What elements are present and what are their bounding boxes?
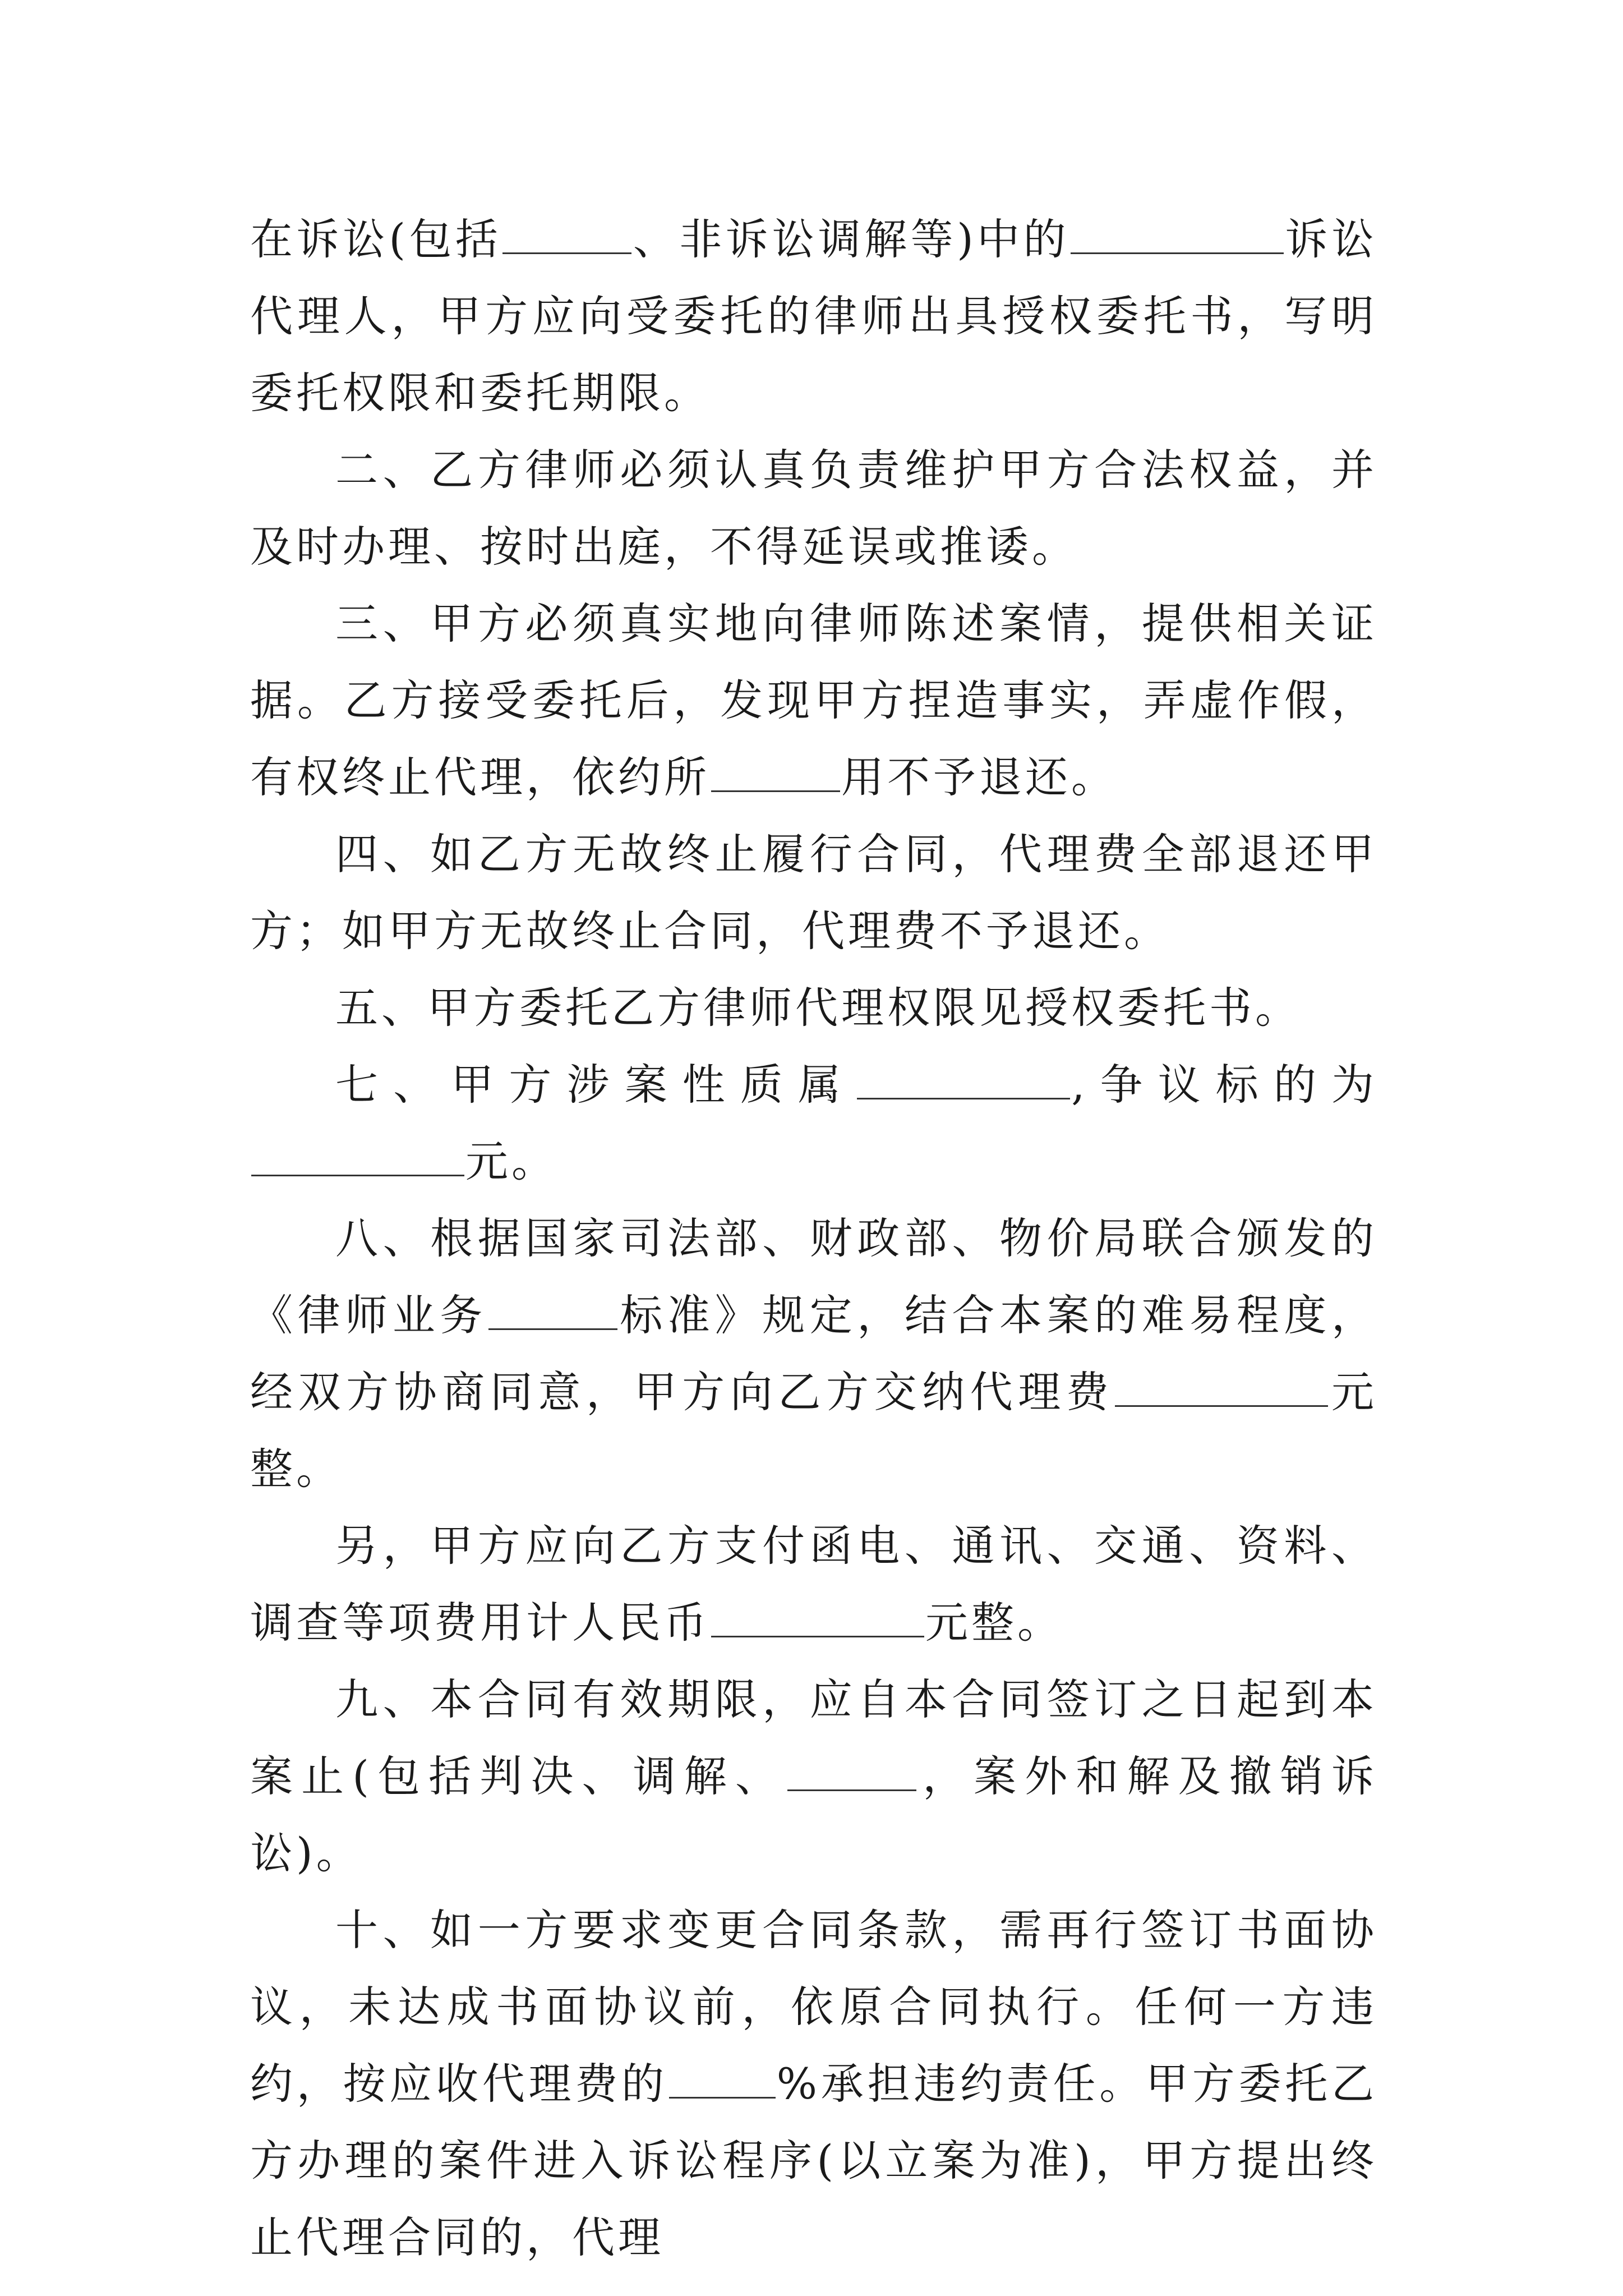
- fill-in-blank: [787, 1756, 916, 1791]
- clause-paragraph: [250, 201, 1377, 431]
- clause-text: 九、本合同有效期限，应自本合同签订之日起到本案止(包括判决、调解、: [250, 1674, 1377, 1801]
- clause-paragraph: [250, 585, 1377, 816]
- fill-in-blank: [251, 1141, 464, 1176]
- clause-text: 八、根据国家司法部、财政部、物价局联合颁发的《律师业务: [250, 1213, 1377, 1340]
- fill-in-blank: [488, 1295, 617, 1330]
- clause-text: 二、乙方律师必须认真负责维护甲方合法权益，并及时办理、按时出庭，不得延误或推诿。: [250, 445, 1377, 572]
- fill-in-blank: [711, 757, 840, 792]
- clause-text: %承担违约责任。甲方委托乙方办理的案件进入诉讼程序(以立案为准)，甲方提出终止代理合同的，代理: [250, 2059, 1377, 2262]
- clause-paragraph: [250, 816, 1377, 969]
- clause-text: 标准》规定，结合本案的难易程度，经双方协商同意，甲方向乙方交纳代理费: [250, 1290, 1378, 1417]
- fill-in-blank: [1071, 219, 1284, 254]
- fill-in-blank: [1115, 1372, 1328, 1407]
- clause-text: 用不予退还。: [841, 752, 1117, 802]
- fill-in-blank: [711, 1602, 924, 1637]
- contract-body: [250, 201, 1377, 2276]
- clause-paragraph: [250, 1661, 1377, 1892]
- clause-text: 五、甲方委托乙方律师代理权限见授权委托书。: [335, 983, 1301, 1033]
- clause-text: 七、甲方涉案性质属: [335, 1060, 856, 1110]
- clause-text: ，案外和解及撤销诉讼)。: [250, 1751, 1378, 1878]
- clause-text: 另，甲方应向乙方支付函电、通讯、交通、资料、调查等项费用计人民币: [250, 1521, 1377, 1648]
- clause-text: 三、甲方必须真实地向律师陈述案情，提供相关证据。乙方接受委托后，发现甲方捏造事实，弄虚作假，有权终止代理，依约所: [250, 599, 1377, 802]
- clause-text: 四、如乙方无故终止履行合同，代理费全部退还甲方；如甲方无故终止合同，代理费不予退还。: [250, 829, 1377, 956]
- clause-paragraph: [250, 1046, 1377, 1200]
- clause-paragraph: [250, 969, 1377, 1046]
- clause-paragraph: [250, 1200, 1377, 1507]
- clause-text: 、非诉讼调解等)中的: [633, 214, 1070, 264]
- fill-in-blank: [502, 219, 631, 254]
- clause-text: 十、如一方要求变更合同条款，需再行签订书面协议，未达成书面协议前，依原合同执行。任何一方违约，按应收代理费的: [250, 1905, 1377, 2109]
- clause-paragraph: [250, 1507, 1377, 1661]
- clause-text: 诉讼代理人，甲方应向受委托的律师出具授权委托书，写明委托权限和委托期限。: [250, 214, 1378, 418]
- clause-text: 元整。: [925, 1598, 1063, 1648]
- clause-paragraph: [250, 1892, 1377, 2276]
- clause-paragraph: [250, 431, 1377, 585]
- clause-text: 元整。: [250, 1367, 1378, 1494]
- fill-in-blank: [857, 1064, 1070, 1099]
- clause-text: 在诉讼(包括: [250, 214, 502, 264]
- clause-text: ,争议标的为: [1071, 1060, 1377, 1110]
- fill-in-blank: [669, 2063, 776, 2099]
- clause-text: 元。: [465, 1137, 557, 1186]
